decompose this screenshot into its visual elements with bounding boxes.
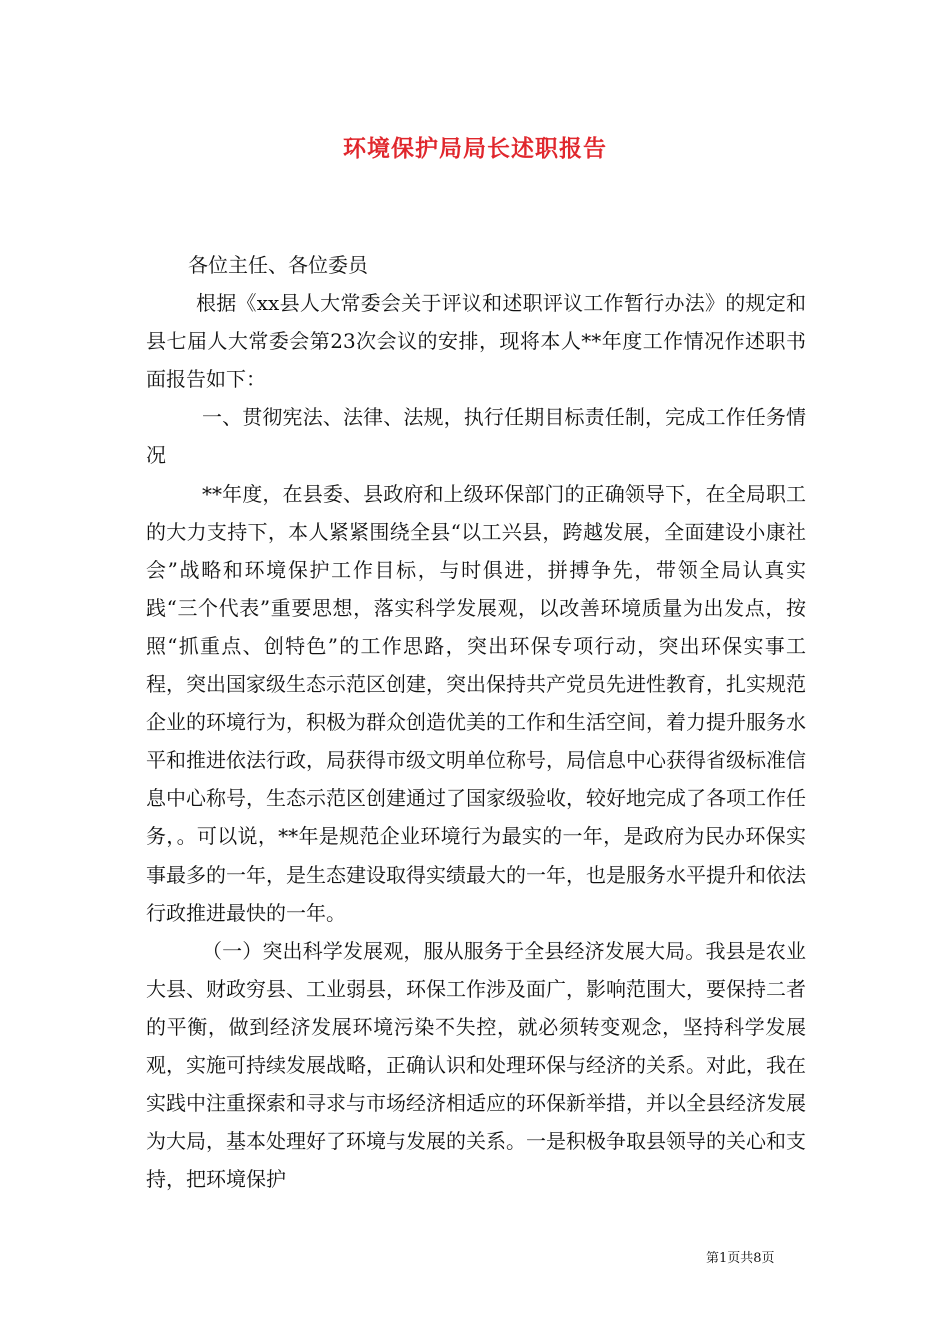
paragraph-annual-summary: **年度，在县委、县政府和上级环保部门的正确领导下，在全局职工的大力支持下，本人紧紧围绕全县“以工兴县，跨越发展，全面建设小康社会”战略和环境保护工作目标，与时俱进，拼搏争先，带领全局认真实践“三个代表”重要思想，落实科学发展观，以改善环境质量为出发点，按照“抓重点、创特色”的工作思路，突出环保专项行动，突出环保实事工程，突出国家级生态示范区创建，突出保持共产党员先进性教育，扎实规范企业的环境行为，积极为群众创造优美的工作和生活空间，着力提升服务水平和推进依法行政，局获得市级文明单位称号，局信息中心获得省级标准信息中心称号，生态示范区创建通过了国家级验收，较好地完成了各项工作任务，。可以说，**年是规范企业环境行为最实的一年，是政府为民办环保实事最多的一年，是生态建设取得实绩最大的一年，也是服务水平提升和依法行政推进最快的一年。 (146, 481, 806, 925)
salutation: 各位主任、各位委员 (188, 253, 368, 277)
paragraph-subsection-1: （一）突出科学发展观，服从服务于全县经济发展大局。我县是农业大县、财政穷县、工业弱县，环保工作涉及面广，影响范围大，要保持二者的平衡，做到经济发展环境污染不失控，就必须转变观念，坚持科学发展观，实施可持续发展战略，正确认识和处理环保与经济的关系。对此，我在实践中注重探索和寻求与市场经济相适应的环保新举措，并以全县经济发展为大局，基本处理好了环境与发展的关系。一是积极争取县领导的关心和支持，把环境保护 (146, 938, 806, 1192)
paragraph-basis: 根据《xx县人大常委会关于评议和述职评议工作暂行办法》的规定和县七届人大常委会第23次会议的安排，现将本人**年度工作情况作述职书面报告如下： (146, 291, 806, 392)
document-title: 环境保护局局长述职报告 (343, 135, 607, 162)
section-heading-1: 一、贯彻宪法、法律、法规，执行任期目标责任制，完成工作任务情况 (146, 405, 806, 468)
document-body (146, 246, 806, 1198)
page-indicator: 第1页共8页 (706, 1251, 775, 1266)
